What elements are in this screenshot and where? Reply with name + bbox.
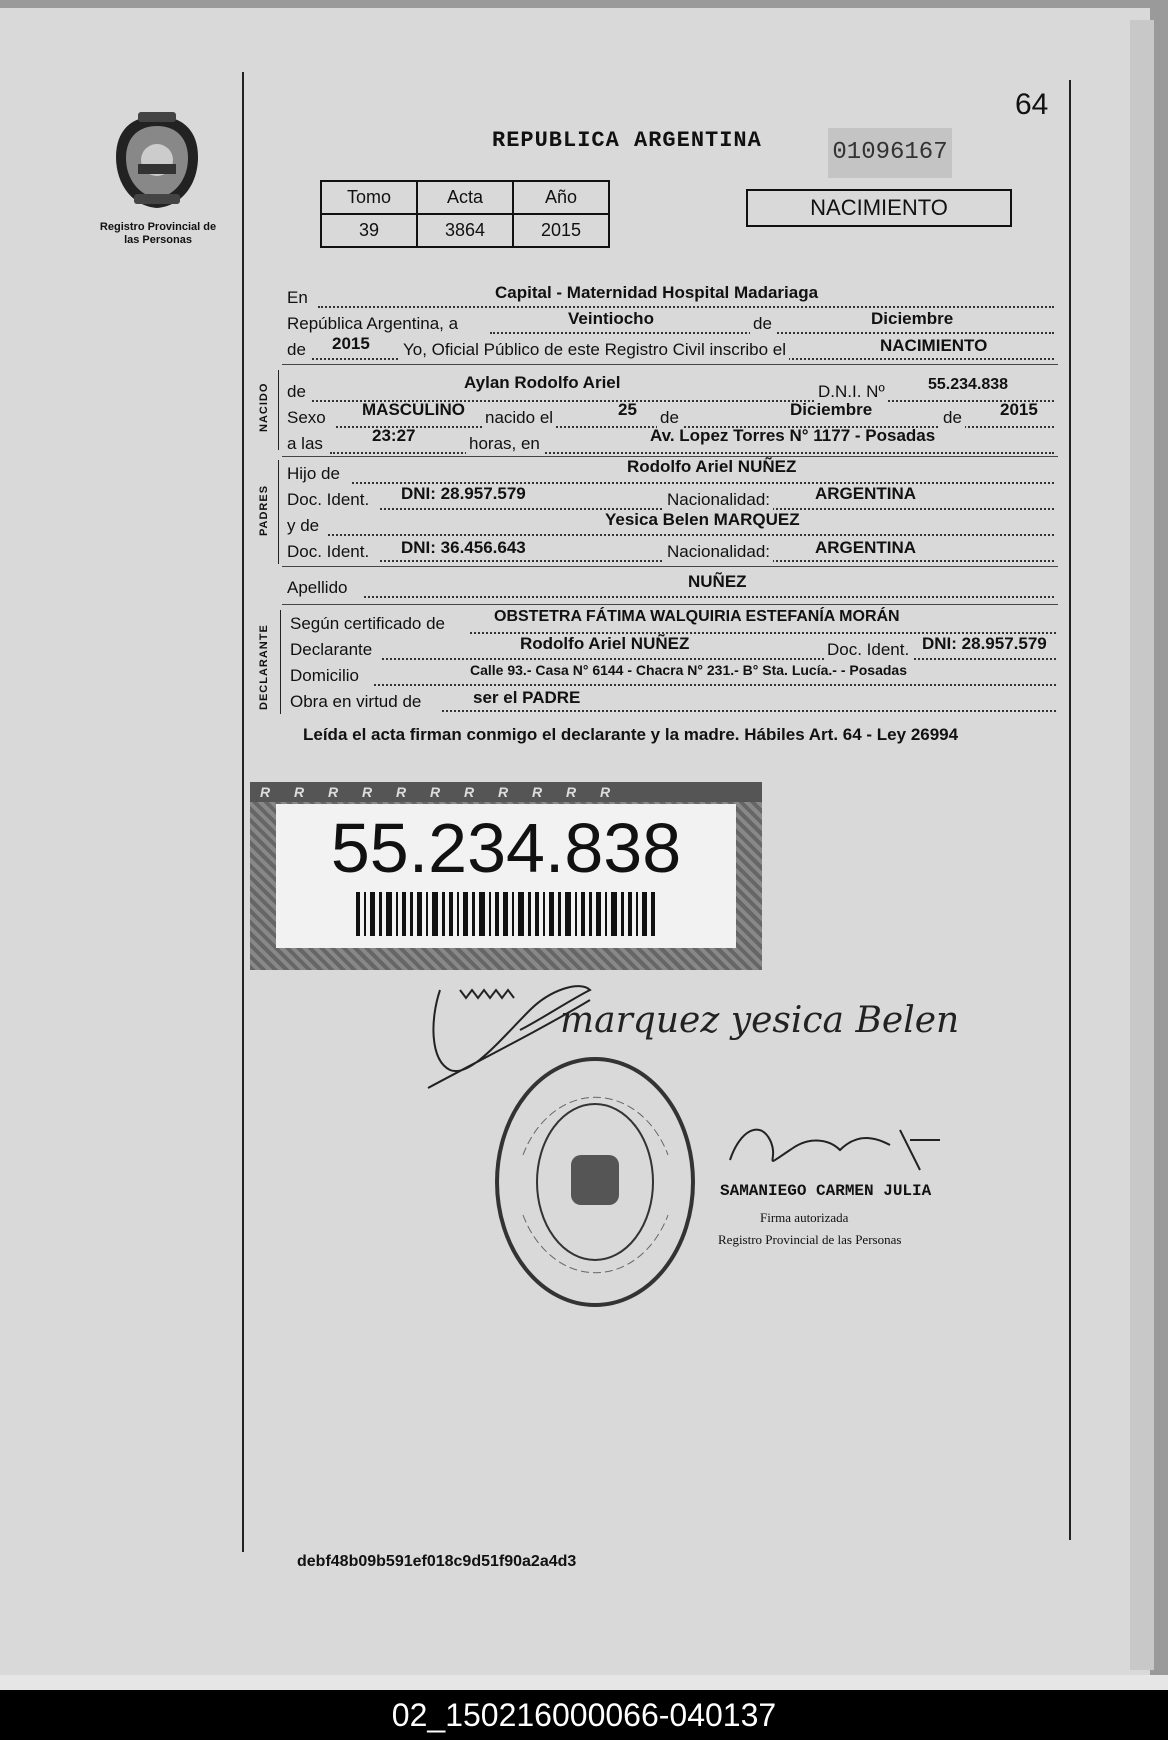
barcode-number: 55.234.838 [330, 809, 682, 887]
value-act: NACIMIENTO [880, 336, 988, 355]
value-birth-year: 2015 [1000, 400, 1038, 419]
value-father-nationality: ARGENTINA [815, 484, 917, 503]
label-apellido: Apellido [287, 578, 348, 597]
value-dni: 55.234.838 [928, 376, 1009, 393]
value-address: Calle 93.- Casa N° 6144 - Chacra N° 231.- B° Sta. Lucía.- - Posadas [470, 662, 907, 678]
label-doc-ident-3: Doc. Ident. [824, 640, 912, 660]
label-nacido-el: nacido el [482, 408, 556, 428]
value-year: 2015 [332, 334, 370, 353]
section-bar [280, 610, 281, 714]
value-declarant: Rodolfo Ariel NUÑEZ [520, 634, 690, 653]
official-role: Firma autorizada [760, 1210, 849, 1225]
official-signature-icon [720, 1110, 950, 1180]
dotted-line [382, 658, 1056, 660]
left-margin-line [242, 72, 244, 1552]
serial-number: 01096167 [828, 128, 952, 178]
label-de-4: de [657, 408, 682, 428]
label-domicilio: Domicilio [290, 666, 359, 685]
label-horas-en: horas, en [466, 434, 543, 454]
dotted-line [318, 306, 1054, 308]
value-birth-place: Av. Lopez Torres N° 1177 - Posadas [650, 426, 936, 445]
value-tomo: 39 [321, 214, 417, 247]
value-father: Rodolfo Ariel NUÑEZ [627, 457, 797, 476]
closing-statement: Leída el acta firman conmigo el declarante y la madre. Hábiles Art. 64 - Ley 26994 [303, 725, 959, 744]
register-header-row [321, 181, 609, 214]
value-certificate-by: OBSTETRA FÁTIMA WALQUIRIA ESTEFANÍA MORÁN [494, 608, 900, 625]
barcode-label [250, 782, 762, 970]
value-declarant-doc: DNI: 28.957.579 [922, 634, 1047, 653]
dotted-line [328, 534, 1054, 536]
document-title: REPUBLICA ARGENTINA [492, 128, 762, 153]
value-ano: 2015 [513, 214, 609, 247]
label-en: En [287, 288, 308, 307]
value-sex: MASCULINO [362, 400, 465, 419]
label-doc-ident-2: Doc. Ident. [287, 542, 370, 561]
value-surname: NUÑEZ [688, 572, 747, 591]
label-a-las: a las [287, 434, 323, 453]
value-place: Capital - Maternidad Hospital Madariaga [495, 283, 819, 302]
official-seal-icon [493, 1055, 698, 1310]
side-label-declarante: DECLARANTE [258, 624, 270, 710]
label-declarante: Declarante [290, 640, 373, 659]
official-office: Registro Provincial de las Personas [718, 1232, 902, 1247]
barcode-icon [356, 892, 656, 936]
side-label-padres: PADRES [258, 484, 270, 536]
document-type-box: NACIMIENTO [746, 189, 1012, 227]
official-name: SAMANIEGO CARMEN JULIA [720, 1182, 932, 1200]
value-capacity: ser el PADRE [473, 688, 581, 707]
value-month: Diciembre [871, 309, 954, 328]
section-bar [278, 460, 279, 564]
value-acta: 3864 [417, 214, 513, 247]
value-mother-doc: DNI: 36.456.643 [401, 538, 526, 557]
right-margin-line [1069, 80, 1071, 1540]
header-acta: Acta [417, 181, 513, 214]
section-bar [278, 370, 279, 450]
label-de: de [750, 314, 775, 334]
label-de-2: de [287, 340, 306, 359]
value-mother: Yesica Belen MARQUEZ [605, 510, 800, 529]
label-segun: Según certificado de [290, 614, 445, 633]
label-de-5: de [940, 408, 965, 428]
section-divider [282, 566, 1058, 567]
header-tomo: Tomo [321, 181, 417, 214]
barcode-panel [276, 804, 736, 948]
label-republica: República Argentina, a [287, 314, 459, 333]
label-doc-ident: Doc. Ident. [287, 490, 370, 509]
province-emblem-icon [112, 112, 202, 212]
register-table [320, 180, 610, 248]
dotted-line [442, 710, 1056, 712]
label-sexo: Sexo [287, 408, 326, 427]
value-mother-nationality: ARGENTINA [815, 538, 917, 557]
label-nacionalidad: Nacionalidad: [664, 490, 773, 510]
emblem-caption: Registro Provincial de las Personas [99, 221, 217, 246]
document-hash: debf48b09b591ef018c9d51f90a2a4d3 [297, 1553, 577, 1570]
value-birth-month: Diciembre [790, 400, 873, 419]
label-dni: D.N.I. Nº [815, 382, 888, 402]
page-number: 64 [1015, 88, 1049, 121]
label-y-de: y de [287, 516, 320, 535]
dotted-line [364, 596, 1054, 598]
mother-signature: marquez yesica Belen [560, 1000, 960, 1041]
side-label-nacido: NACIDO [258, 382, 270, 432]
security-band: R R R R R R R R R R R [250, 782, 762, 802]
next-sheet-strip [0, 1675, 1168, 1690]
label-hijo-de: Hijo de [287, 464, 340, 483]
scan-filename: 02_150216000066-040137 [0, 1690, 1168, 1740]
value-child-name: Aylan Rodolfo Ariel [464, 373, 621, 392]
label-de-3: de [287, 382, 306, 401]
label-obra: Obra en virtud de [290, 692, 422, 711]
value-father-doc: DNI: 28.957.579 [401, 484, 526, 503]
value-day: Veintiocho [568, 309, 654, 328]
paper-edge [1130, 20, 1154, 1670]
label-nacionalidad-2: Nacionalidad: [664, 542, 773, 562]
dotted-line [330, 452, 1054, 454]
section-divider [282, 604, 1058, 605]
register-value-row [321, 214, 609, 247]
value-birth-time: 23:27 [372, 426, 416, 445]
label-yo: Yo, Oficial Público de este Registro Civil inscribo el [400, 340, 789, 360]
section-divider [282, 364, 1058, 365]
value-birth-day: 25 [618, 400, 637, 419]
dotted-line [374, 684, 1056, 686]
header-ano: Año [513, 181, 609, 214]
